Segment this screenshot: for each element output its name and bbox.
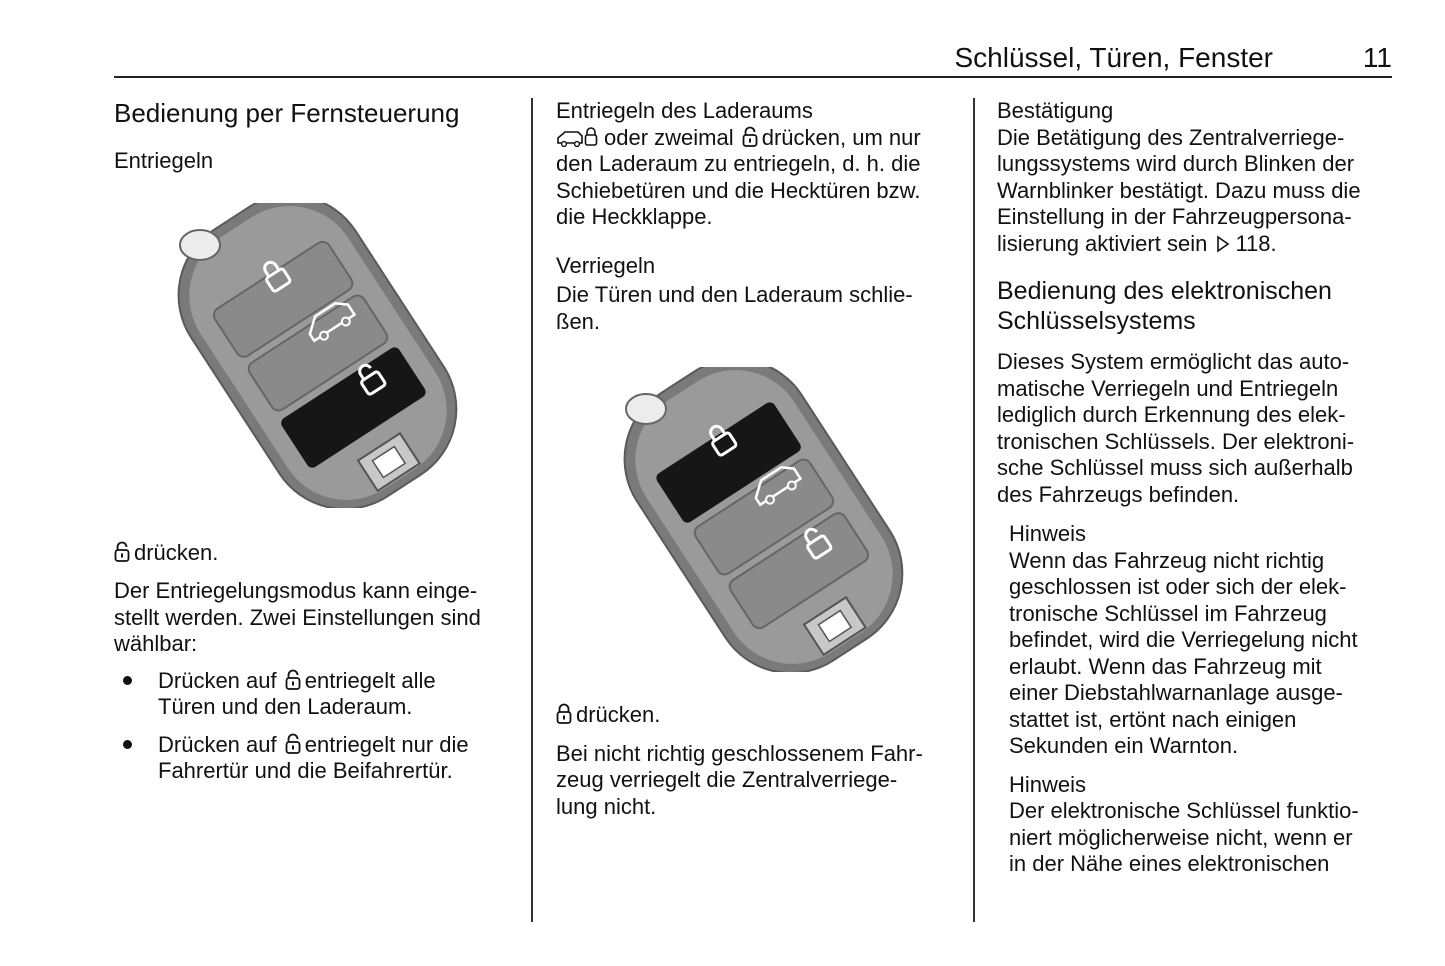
key-release-button [180,230,220,260]
subheading-confirmation: Bestätigung [997,98,1114,123]
bullet-icon [123,676,132,685]
lock-note-paragraph: Bei nicht richtig geschlossenem Fahr- zeug verriegelt die Zentralverriege- lung nicht. [556,740,923,819]
confirmation-paragraph: Die Betätigung des Zentralverriege- lungssystems wird durch Blinken der Warnblinker bestätigt. Dazu muss die Einstellung in der Fahrzeugpersona- lisierung aktiviert sein 118. [997,124,1361,256]
key-fob-figure-unlock [158,203,478,508]
note-box-1 [997,521,1395,760]
page-number: 11 [1362,42,1392,73]
note-title: Hinweis [1009,521,1087,546]
lock-open-icon [285,733,301,755]
unlock-loadspace-paragraph: oder zweimal drücken, um nur den Laderaum zu entriegeln, d. h. die Schiebetüren und die Hecktüren bzw. die Heckklappe. [556,124,921,229]
note-text: Der elektronische Schlüssel funktio- niert möglicherweise nicht, wenn er in der Nähe eines elektronischen [1009,798,1359,876]
lock-open-icon [285,669,301,691]
note-title: Hinweis [1009,771,1087,797]
press-unlock-instruction: drücken. [114,540,516,567]
press-lock-instruction: drücken. [556,702,960,729]
van-lock-icon [556,126,600,148]
key-fob-figure-lock [604,367,924,672]
page-reference-link[interactable]: 118. [1235,230,1277,256]
unlock-options-list [114,668,516,785]
page-reference-arrow-icon [1215,235,1231,253]
header-divider [114,76,1392,78]
lock-open-icon [114,541,130,563]
column-divider-1 [531,98,533,922]
section-heading-electronic-key: Bedienung des elektronischen Schlüsselsystems [997,277,1332,335]
column-divider-2 [973,98,975,922]
unlock-mode-paragraph: Der Entriegelungsmodus kann einge- stellt werden. Zwei Einstellungen sind wählbar: [114,578,481,656]
electronic-key-paragraph: Dieses System ermöglicht das auto- matische Verriegeln und Entriegeln lediglich durch Erkennung des elek- tronischen Schlüssels. Der elektroni- sche Schlüssel muss sich außerhalb des Fahrzeugs befinden. [997,349,1355,507]
column-1 [114,98,516,785]
list-item: Drücken auf entriegelt alle Türen und den Laderaum. [114,668,516,721]
lock-paragraph: Die Türen und den Laderaum schlie- ßen. [556,282,913,334]
column-3 [997,98,1395,878]
lock-open-icon [742,126,758,148]
subheading-lock: Verriegeln [556,252,656,278]
column-2 [556,98,960,820]
lock-closed-icon [556,703,572,725]
section-heading-remote: Bedienung per Fernsteuerung [114,98,460,128]
note-box-2 [997,772,1395,878]
subheading-unlock-loadspace: Entriegeln des Laderaums [556,98,813,123]
key-release-button [626,394,666,424]
bullet-icon [123,740,132,749]
note-text: Wenn das Fahrzeug nicht richtig geschlossen ist oder sich der elek- tronische Schlüssel im Fahrzeug befindet, wird die Verriegelung nicht erlaubt. Wenn das Fahrzeug mit einer Diebstahlwarnanlage ausge- stattet ist, ertönt nach einigen Sekunden ein Warnton. [1009,547,1358,758]
subheading-unlock: Entriegeln [114,148,214,173]
list-item: Drücken auf entriegelt nur die Fahrertür und die Beifahrertür. [114,732,516,785]
running-header-title: Schlüssel, Türen, Fenster [954,42,1273,73]
